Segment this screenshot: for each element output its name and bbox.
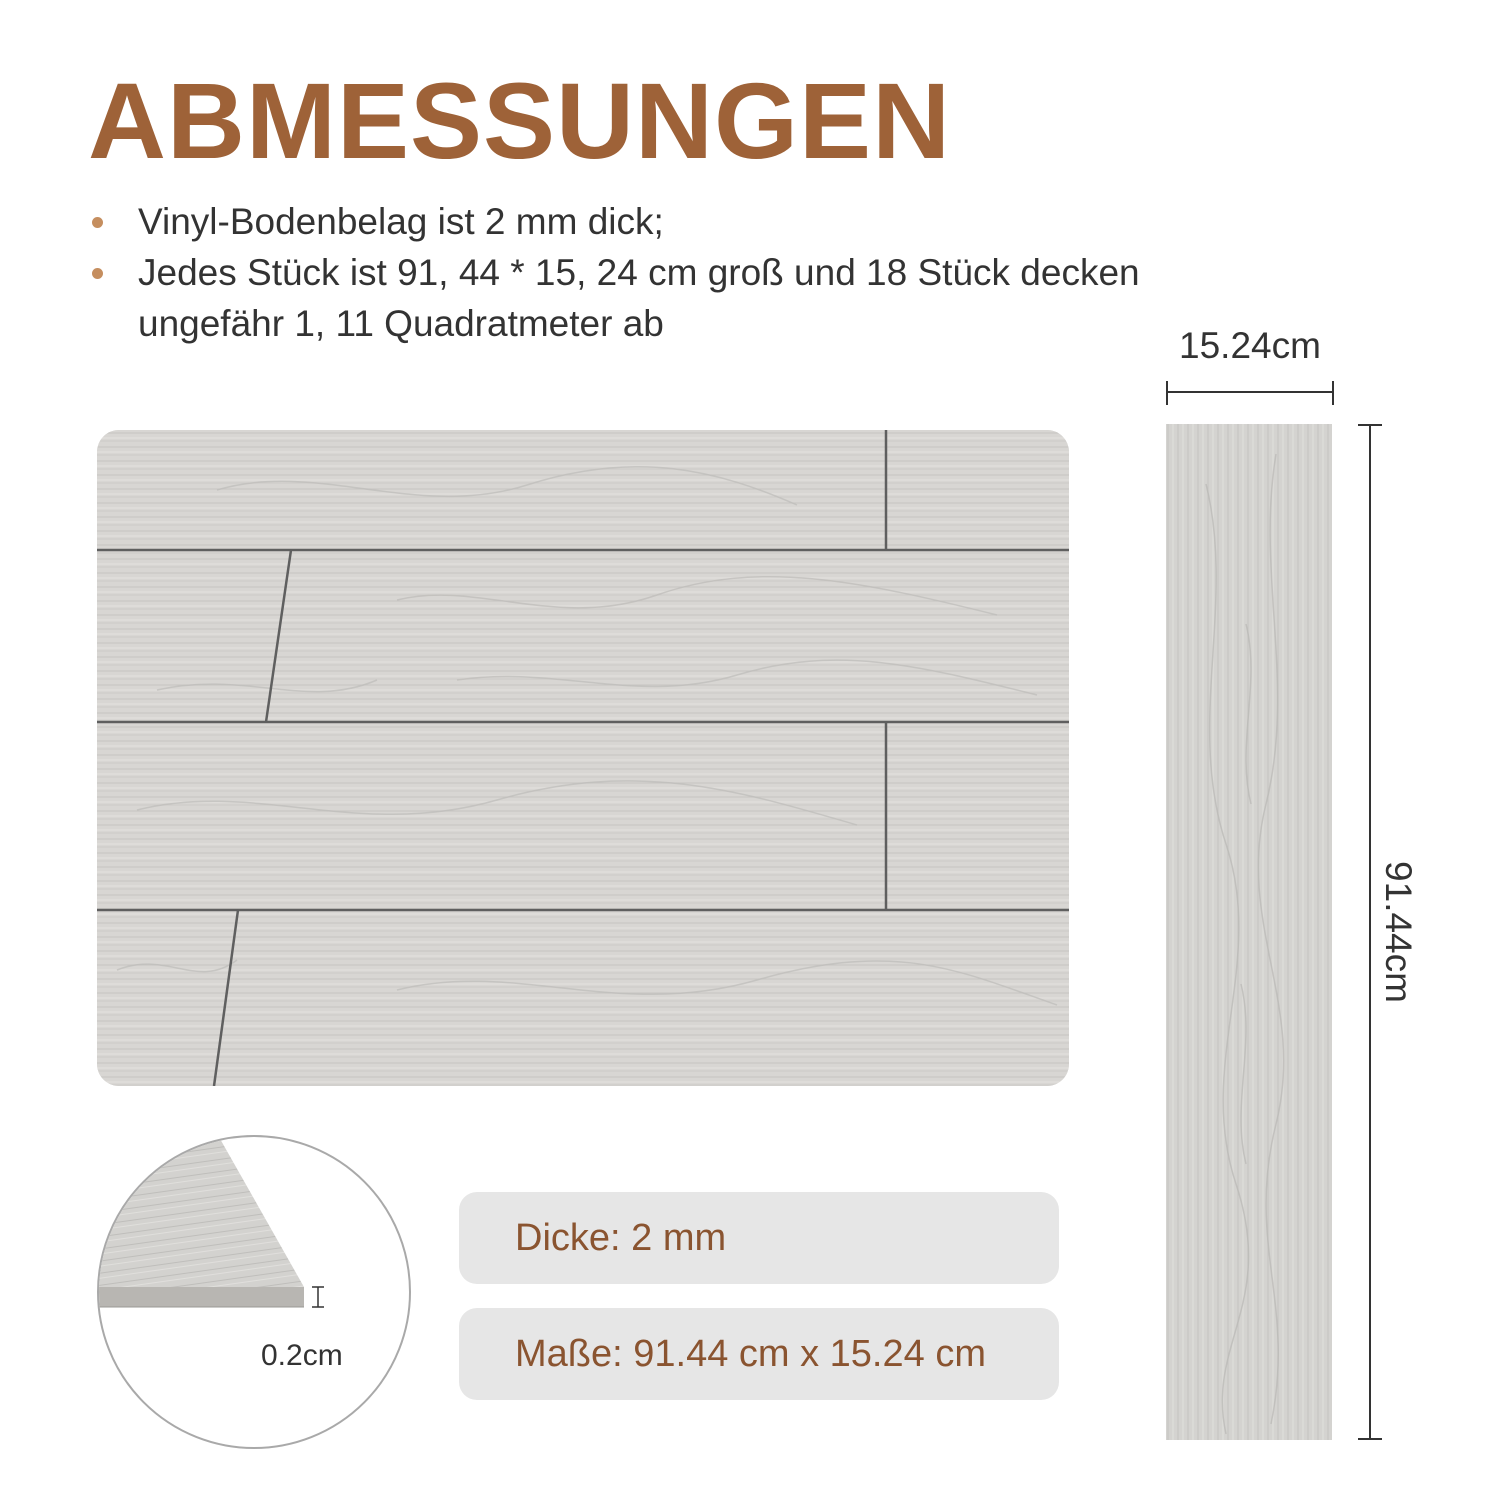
- size-info-box: [459, 1308, 1059, 1400]
- feature-list: [92, 196, 1292, 349]
- plank-length-dimension: [1350, 424, 1419, 1440]
- thickness-info-box: [459, 1192, 1059, 1284]
- thickness-label: 0.2cm: [261, 1339, 343, 1372]
- list-item: [92, 196, 1292, 247]
- width-arrow-icon: [1166, 325, 1334, 405]
- bullet-dot-icon: [92, 268, 103, 279]
- bullet-text-thickness: Vinyl-Bodenbelag ist 2 mm dick;: [138, 201, 664, 242]
- size-info-text: Maße: 91.44 cm x 15.24 cm: [515, 1332, 986, 1375]
- plank-width-label: 15.24cm: [1179, 325, 1321, 366]
- plank-length-label: 91.44cm: [1378, 861, 1419, 1003]
- single-plank-image: [1166, 424, 1332, 1440]
- plank-graphic: [1166, 424, 1332, 1440]
- page-title: ABMESSUNGEN: [88, 60, 952, 181]
- floor-preview-image: [97, 430, 1069, 1086]
- bullet-dot-icon: [92, 217, 103, 228]
- bullet-text-coverage: Jedes Stück ist 91, 44 * 15, 24 cm groß und 18 Stück decken ungefähr 1, 11 Quadratmeter ab: [138, 252, 1140, 344]
- plank-edge-graphic: [99, 1137, 409, 1447]
- list-item: [92, 247, 1292, 349]
- thickness-detail-image: [97, 1135, 411, 1449]
- floor-planks-graphic: [97, 430, 1069, 1086]
- plank-width-dimension: [1166, 325, 1334, 405]
- thickness-info-text: Dicke: 2 mm: [515, 1216, 727, 1259]
